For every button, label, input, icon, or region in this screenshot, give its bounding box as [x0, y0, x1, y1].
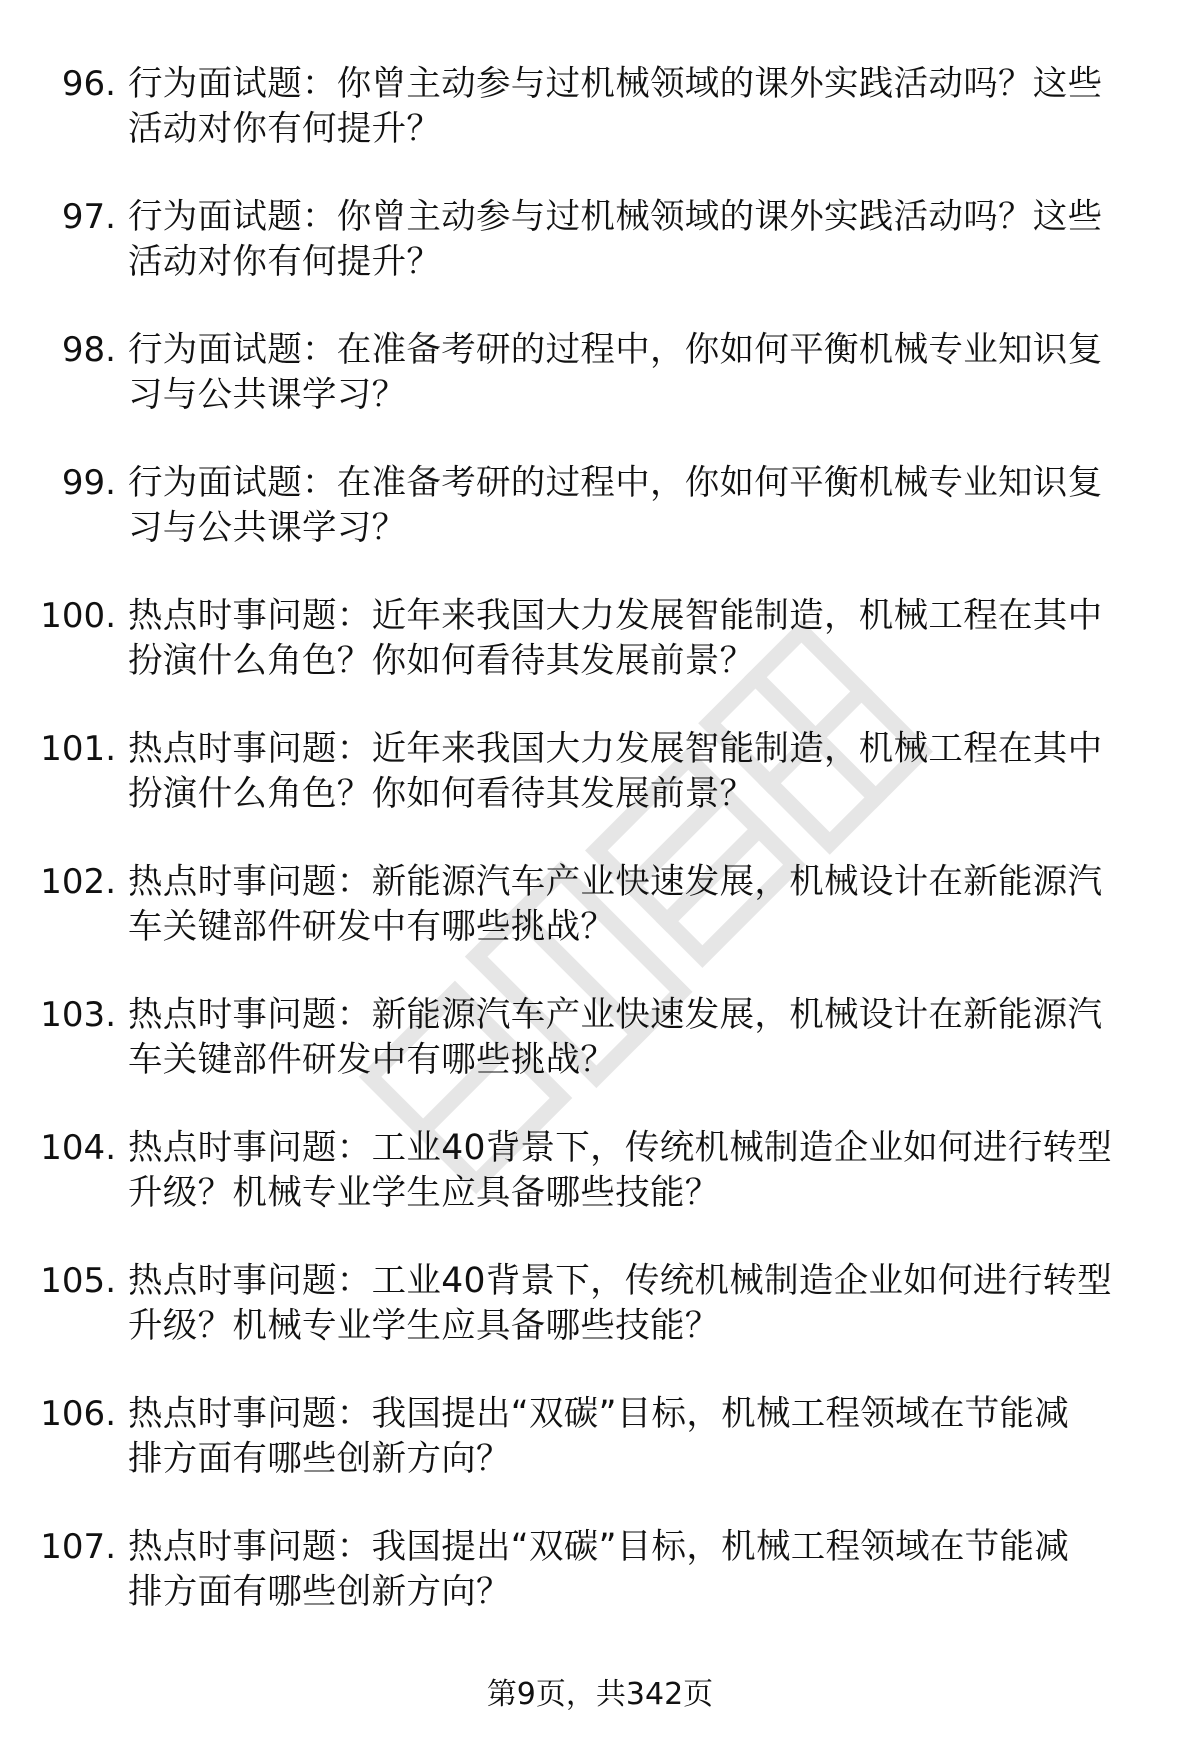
question-number: 103. — [40, 995, 116, 1035]
question-number: 96. — [61, 64, 116, 104]
list-item — [0, 1525, 1200, 1658]
question-line: 习与公共课学习？ — [128, 375, 407, 415]
question-line: 热点时事问题：近年来我国大力发展智能制造，机械工程在其中 — [128, 596, 1103, 636]
question-text — [128, 1392, 1138, 1482]
question-line: 扮演什么角色？你如何看待其发展前景？ — [128, 774, 755, 814]
page-number-footer: 第9页，共342页 — [486, 1677, 714, 1712]
question-line: 热点时事问题：工业40背景下，传统机械制造企业如何进行转型 — [128, 1261, 1113, 1301]
list-item — [0, 1392, 1200, 1525]
question-line: 升级？机械专业学生应具备哪些技能？ — [128, 1173, 720, 1213]
list-item — [0, 727, 1200, 860]
question-number: 101. — [40, 729, 116, 769]
question-line: 车关键部件研发中有哪些挑战？ — [128, 1040, 616, 1080]
question-number: 102. — [40, 862, 116, 902]
question-number: 106. — [40, 1394, 116, 1434]
list-item — [0, 594, 1200, 727]
question-number: 97. — [61, 197, 116, 237]
question-text — [128, 860, 1138, 950]
question-line: 扮演什么角色？你如何看待其发展前景？ — [128, 641, 755, 681]
question-list — [0, 62, 1200, 1658]
question-line: 热点时事问题：新能源汽车产业快速发展，机械设计在新能源汽 — [128, 862, 1103, 902]
question-line: 车关键部件研发中有哪些挑战？ — [128, 907, 616, 947]
question-line: 行为面试题：在准备考研的过程中，你如何平衡机械专业知识复 — [128, 330, 1103, 370]
question-text — [128, 1259, 1138, 1349]
list-item — [0, 1259, 1200, 1392]
question-line: 热点时事问题：工业40背景下，传统机械制造企业如何进行转型 — [128, 1128, 1113, 1168]
question-text — [128, 993, 1138, 1083]
question-line: 活动对你有何提升？ — [128, 242, 442, 282]
question-line: 热点时事问题：我国提出“双碳”目标，机械工程领域在节能减 — [128, 1527, 1070, 1567]
question-line: 排方面有哪些创新方向？ — [128, 1572, 511, 1612]
question-line: 习与公共课学习？ — [128, 508, 407, 548]
question-line: 热点时事问题：我国提出“双碳”目标，机械工程领域在节能减 — [128, 1394, 1070, 1434]
list-item — [0, 993, 1200, 1126]
question-line: 热点时事问题：新能源汽车产业快速发展，机械设计在新能源汽 — [128, 995, 1103, 1035]
question-text — [128, 1126, 1138, 1216]
question-text — [128, 328, 1138, 418]
question-line: 行为面试题：你曾主动参与过机械领域的课外实践活动吗？这些 — [128, 197, 1103, 237]
list-item — [0, 461, 1200, 594]
question-line: 活动对你有何提升？ — [128, 109, 442, 149]
list-item — [0, 1126, 1200, 1259]
list-item — [0, 62, 1200, 195]
question-number: 98. — [61, 330, 116, 370]
question-number: 99. — [61, 463, 116, 503]
question-line: 升级？机械专业学生应具备哪些技能？ — [128, 1306, 720, 1346]
question-text — [128, 62, 1138, 152]
question-line: 热点时事问题：近年来我国大力发展智能制造，机械工程在其中 — [128, 729, 1103, 769]
question-number: 104. — [40, 1128, 116, 1168]
question-text — [128, 461, 1138, 551]
question-text — [128, 1525, 1138, 1615]
question-line: 行为面试题：在准备考研的过程中，你如何平衡机械专业知识复 — [128, 463, 1103, 503]
list-item — [0, 860, 1200, 993]
list-item — [0, 195, 1200, 328]
question-line: 行为面试题：你曾主动参与过机械领域的课外实践活动吗？这些 — [128, 64, 1103, 104]
question-number: 107. — [40, 1527, 116, 1567]
question-text — [128, 727, 1138, 817]
question-text — [128, 195, 1138, 285]
question-line: 排方面有哪些创新方向？ — [128, 1439, 511, 1479]
question-number: 100. — [40, 596, 116, 636]
question-number: 105. — [40, 1261, 116, 1301]
question-text — [128, 594, 1138, 684]
list-item — [0, 328, 1200, 461]
